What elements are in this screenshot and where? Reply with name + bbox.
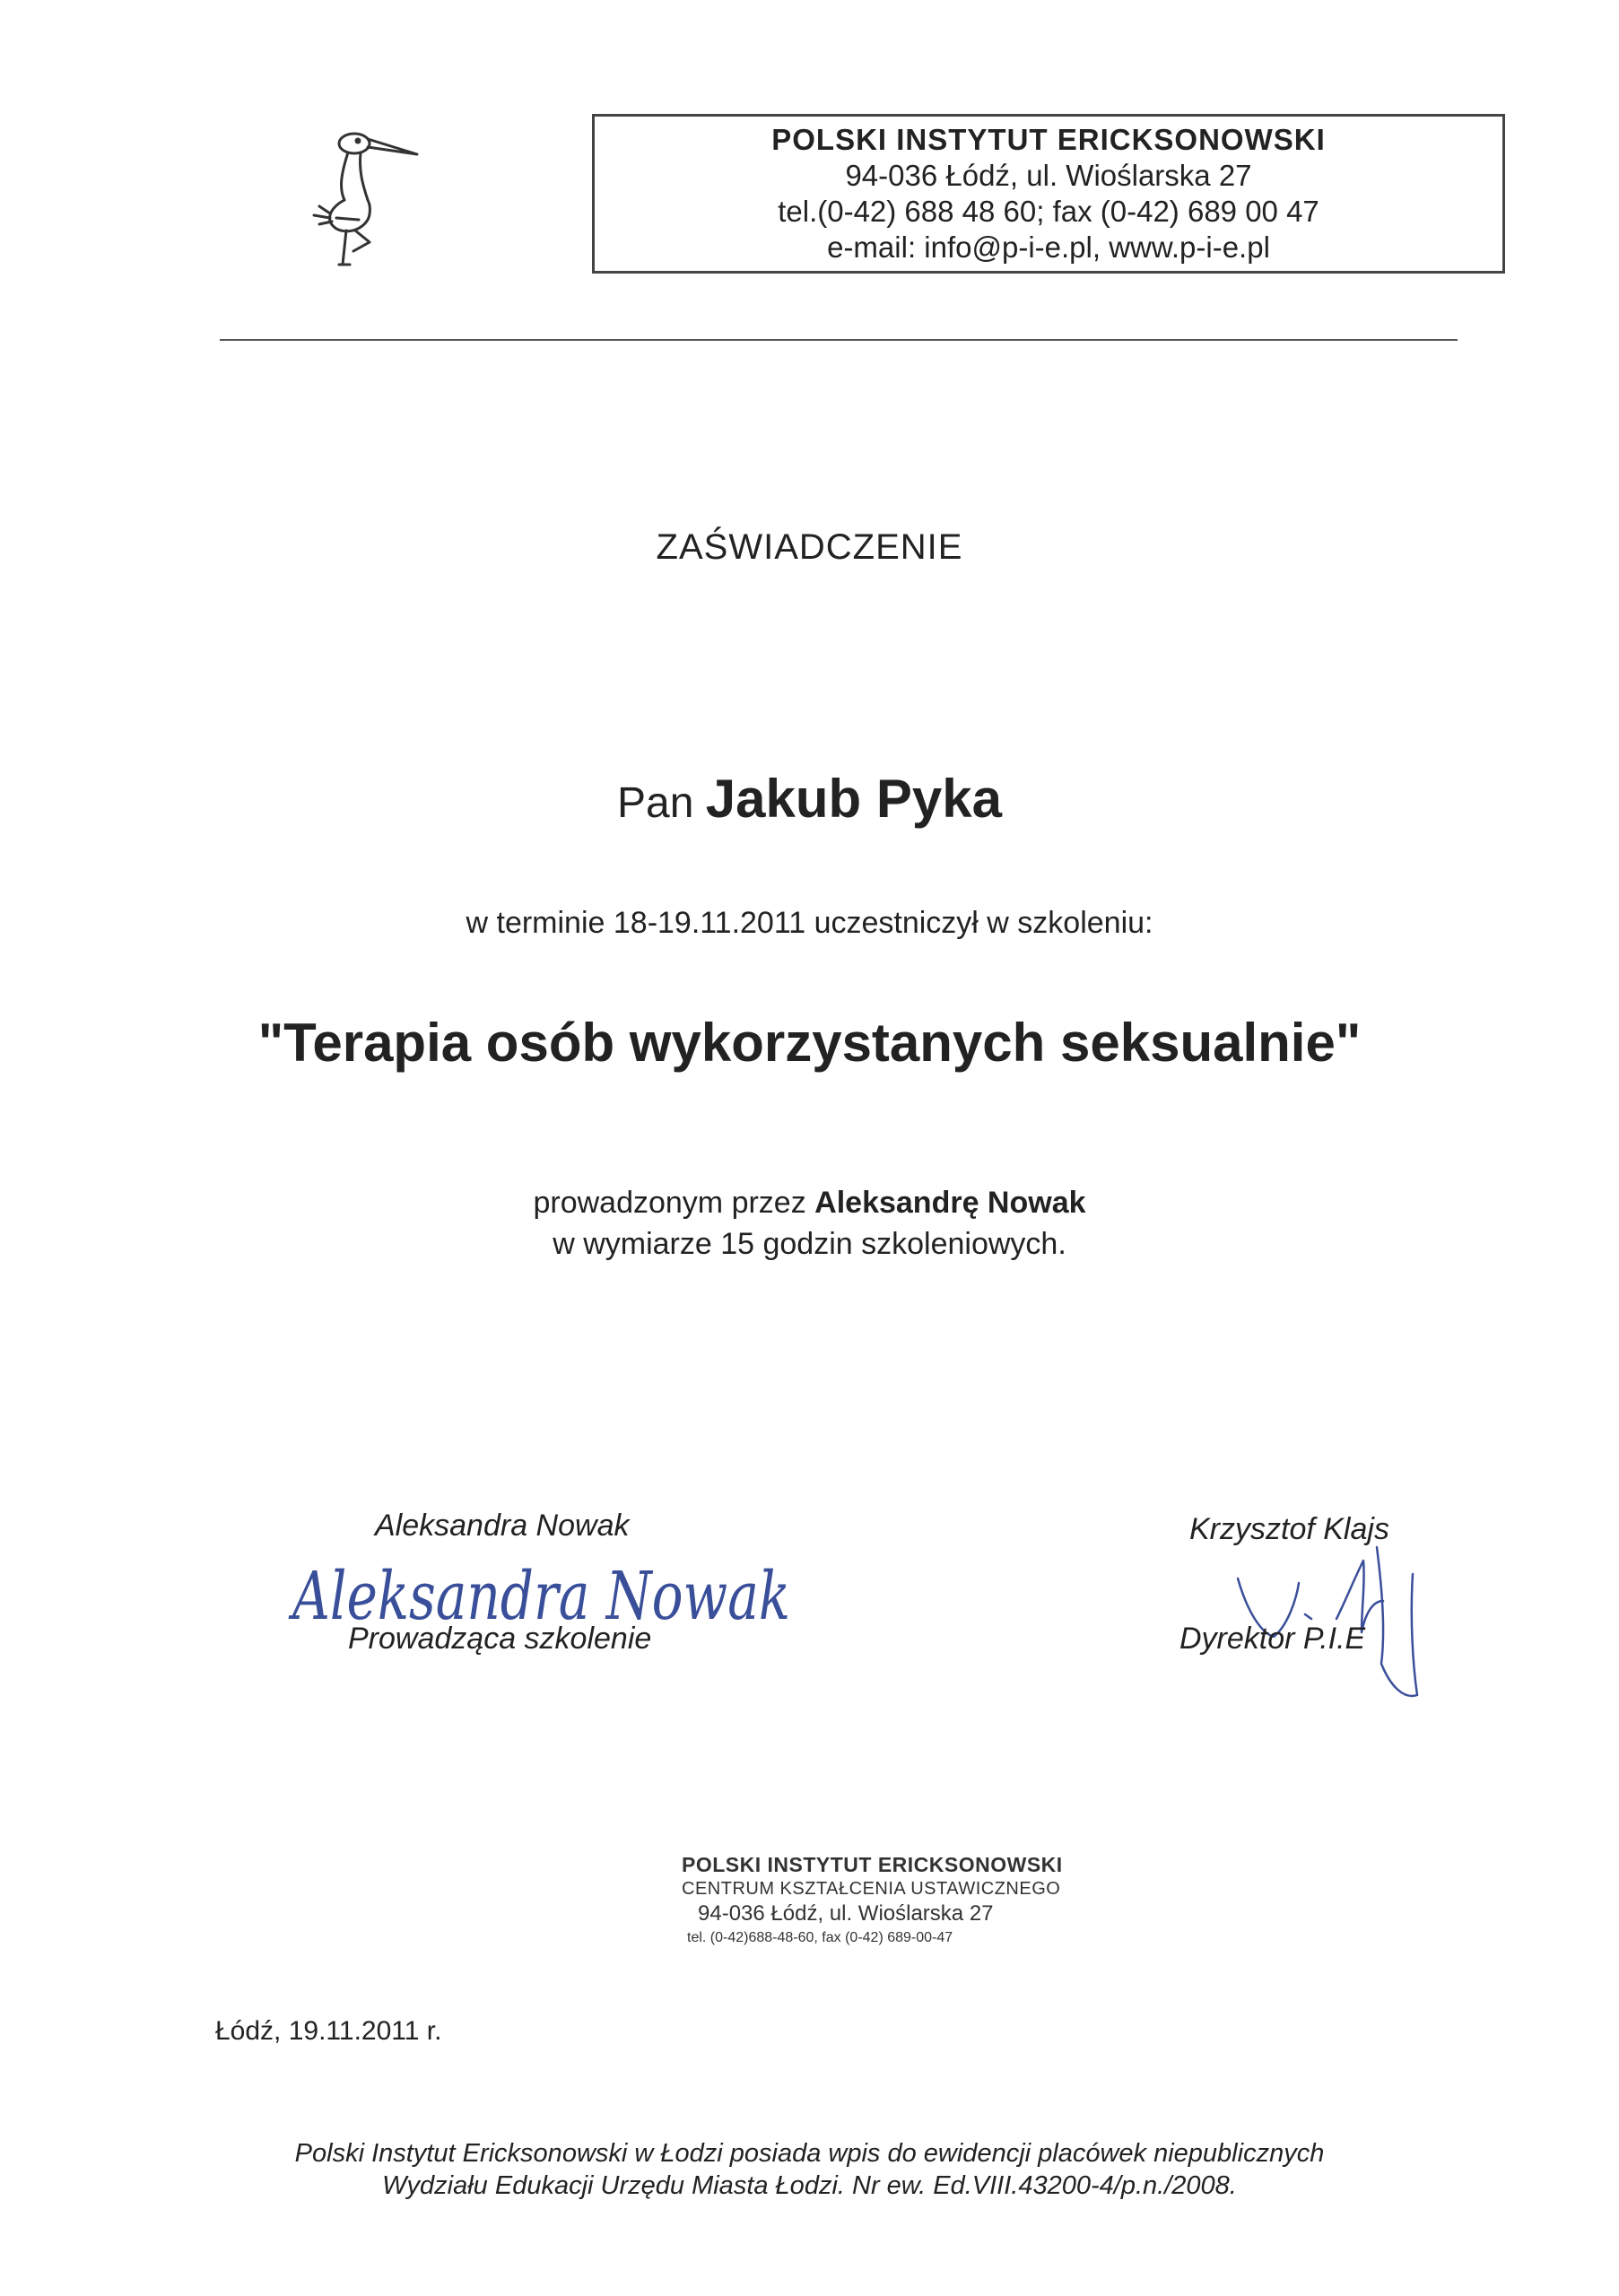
instructor-role: Prowadząca szkolenie xyxy=(348,1622,652,1656)
participation-statement: w terminie 18-19.11.2011 uczestniczył w szkoleniu: xyxy=(466,906,1153,940)
instructor-name: Aleksandrę Nowak xyxy=(814,1186,1086,1220)
institute-name: POLSKI INSTYTUT ERICKSONOWSKI xyxy=(771,123,1326,156)
recipient-name: Jakub Pyka xyxy=(705,769,1002,829)
header-divider xyxy=(220,339,1458,341)
institute-header-box xyxy=(592,114,1505,274)
stamp-line-3: 94-036 Łódź, ul. Wioślarska 27 xyxy=(698,1901,994,1926)
recipient-line xyxy=(0,768,1619,830)
director-handwritten-signature xyxy=(1211,1529,1435,1704)
stamp-line-4: tel. (0-42)688-48-60, fax (0-42) 689-00-47 xyxy=(687,1930,953,1945)
institute-address: 94-036 Łódź, ul. Wioślarska 27 xyxy=(845,159,1252,192)
conducted-by xyxy=(0,1182,1619,1265)
institute-email-web: e-mail: info@p-i-e.pl, www.p-i-e.pl xyxy=(827,230,1270,264)
course-duration: w wymiarze 15 godzin szkoleniowych. xyxy=(553,1227,1066,1261)
stamp-line-2: CENTRUM KSZTAŁCENIA USTAWICZNEGO xyxy=(682,1879,1061,1899)
place-and-date: Łódź, 19.11.2011 r. xyxy=(215,2016,442,2046)
registration-footer xyxy=(0,2137,1619,2202)
stamp-line-1: POLSKI INSTYTUT ERICKSONOWSKI xyxy=(682,1853,1063,1876)
institute-stamp xyxy=(682,1853,1094,1950)
instructor-signature-name: Aleksandra Nowak xyxy=(375,1509,630,1543)
salutation: Pan xyxy=(617,779,694,827)
footer-line-1: Polski Instytut Ericksonowski w Łodzi posiada wpis do ewidencji placówek niepublicznych xyxy=(294,2139,1325,2168)
director-signature-name: Krzysztof Klajs xyxy=(1189,1512,1389,1546)
footer-line-2: Wydziału Edukacji Urzędu Miasta Łodzi. Nr ew. Ed.VIII.43200-4/p.n./2008. xyxy=(382,2171,1237,2200)
institute-phone-fax: tel.(0-42) 688 48 60; fax (0-42) 689 00 47 xyxy=(778,195,1319,228)
handwritten-signature-text: Aleksandra Nowak xyxy=(288,1558,790,1635)
stork-logo-icon xyxy=(287,121,431,274)
course-title: "Terapia osób wykorzystanych seksualnie" xyxy=(257,1013,1362,1073)
director-role: Dyrektor P.I.E xyxy=(1179,1622,1366,1656)
conducted-by-prefix: prowadzonym przez xyxy=(533,1186,806,1220)
document-title: ZAŚWIADCZENIE xyxy=(656,527,963,567)
